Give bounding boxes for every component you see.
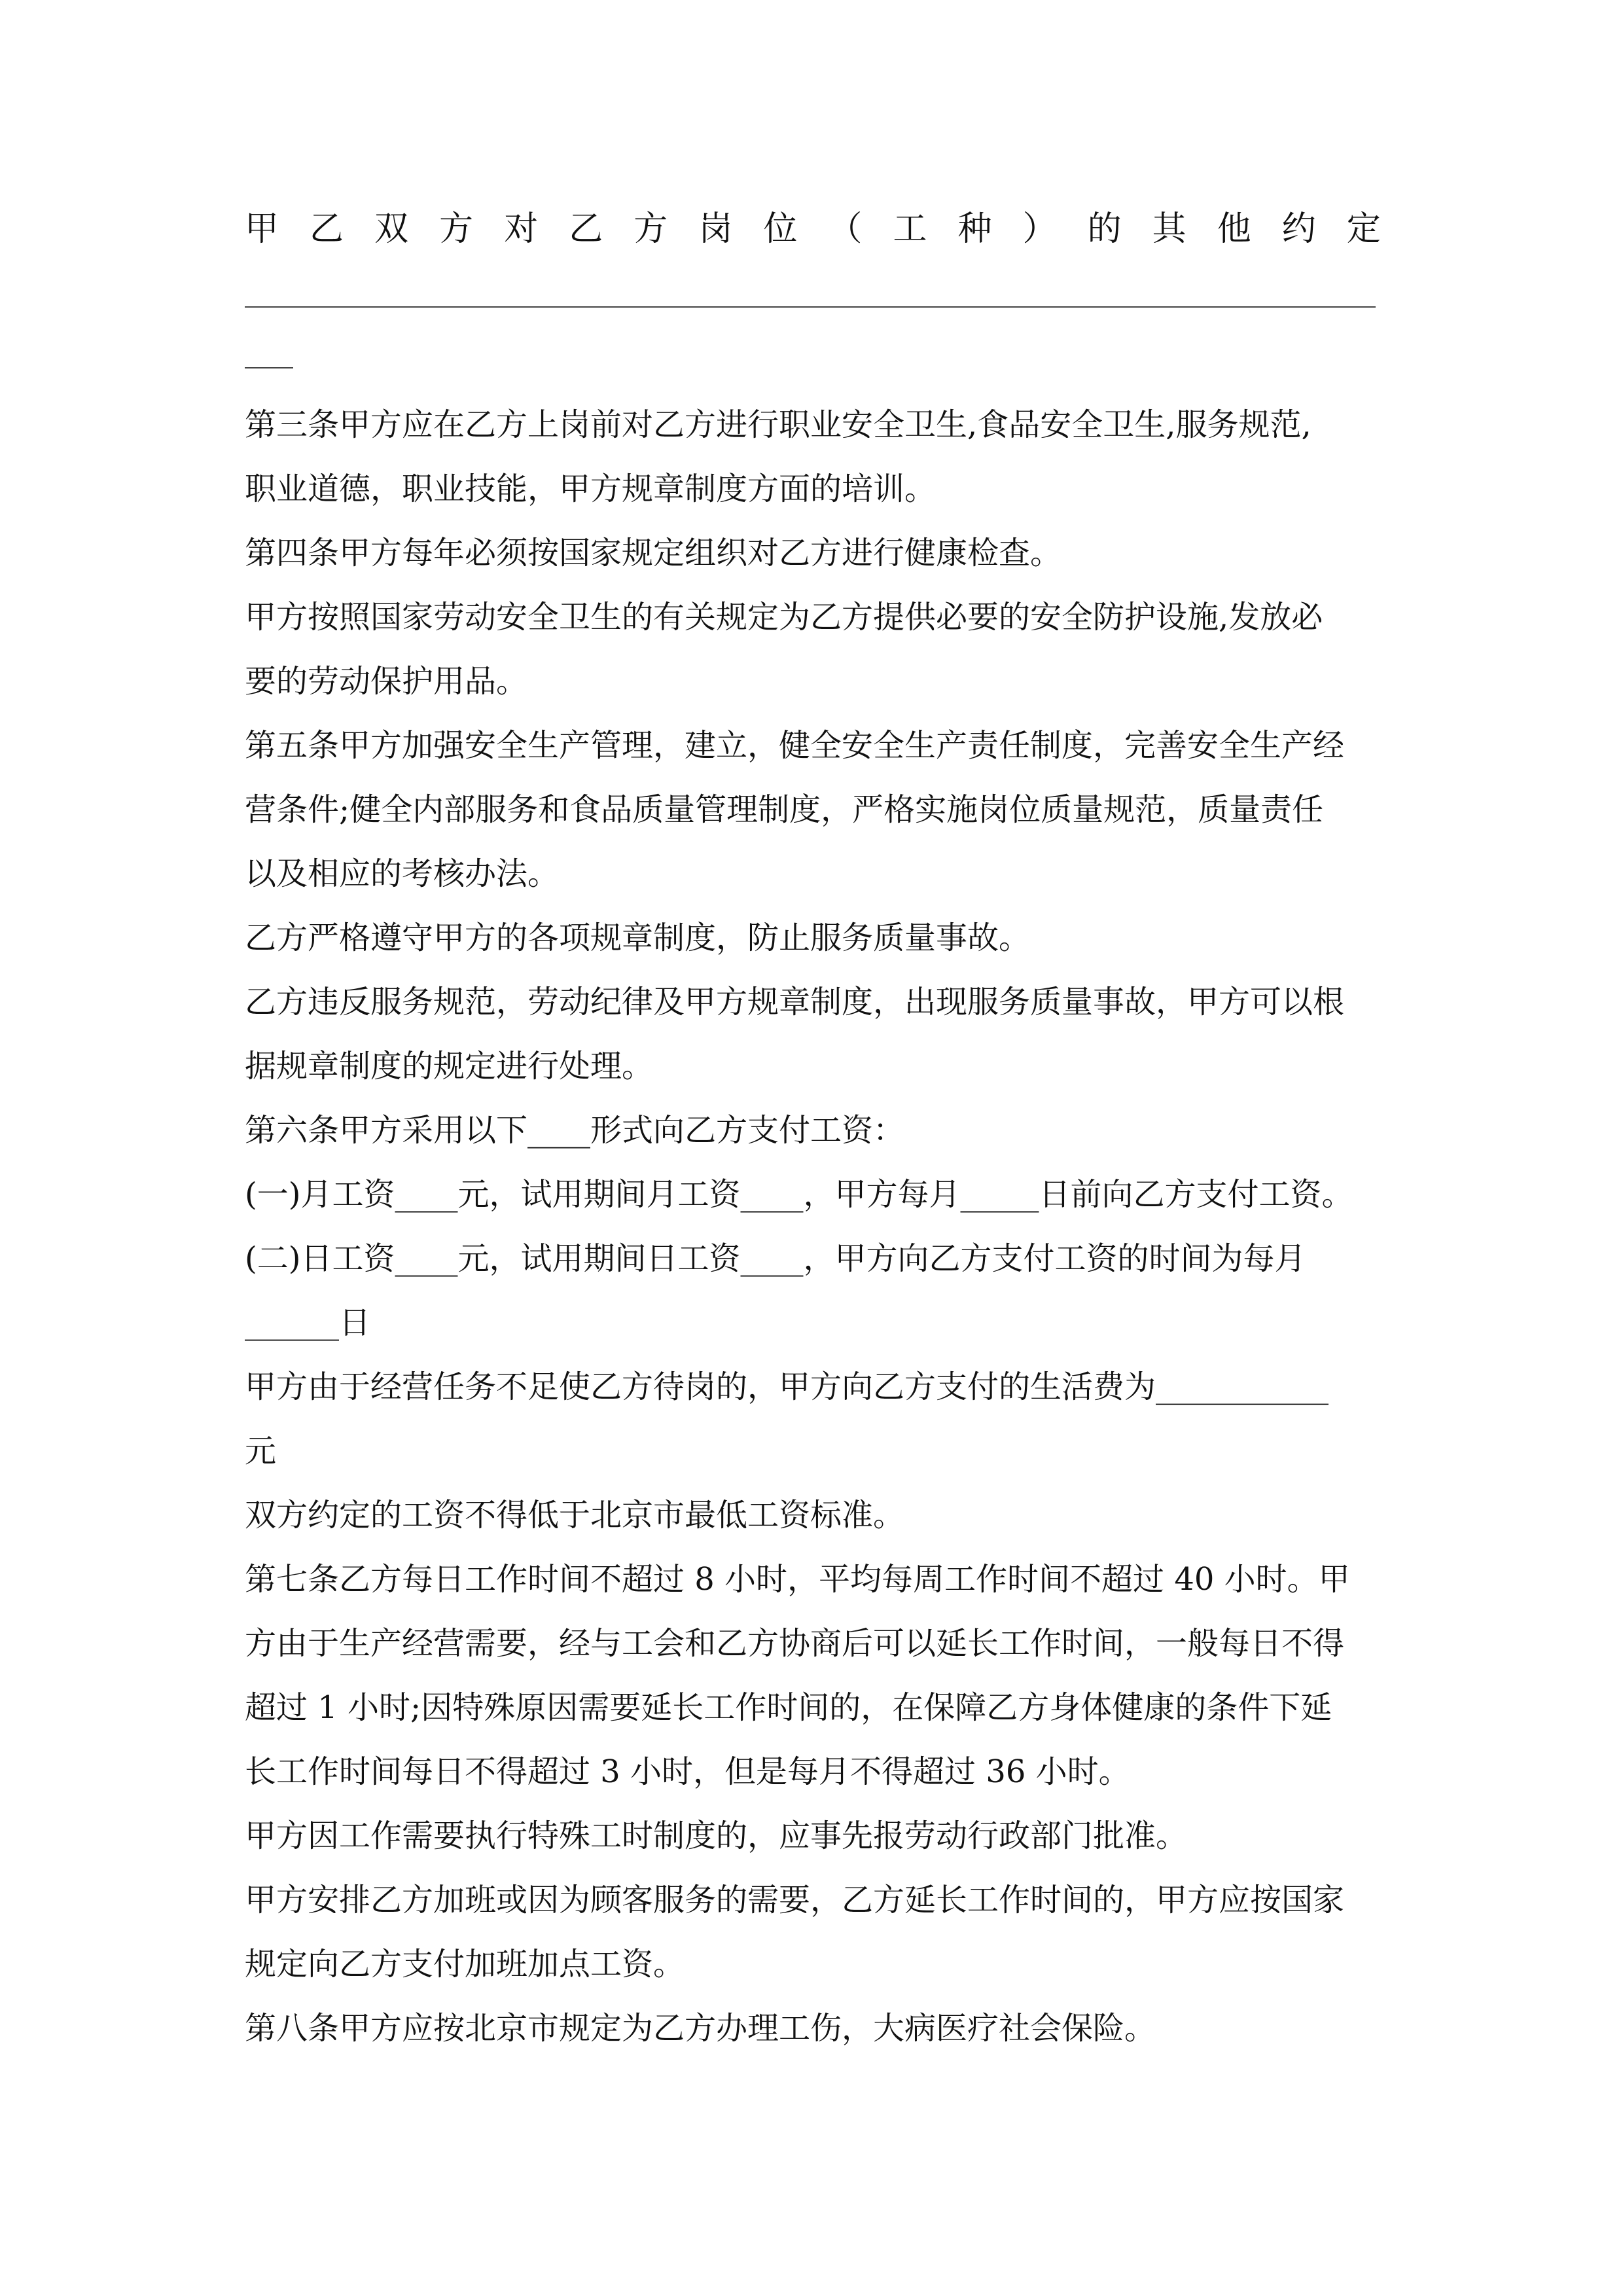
section-heading [245, 203, 1381, 255]
heading-char: 方 [439, 209, 474, 249]
heading-char: 对 [504, 209, 539, 249]
document-body [245, 393, 1410, 2060]
text-line: 职业道德，职业技能，甲方规章制度方面的培训。 [245, 471, 936, 507]
text-line: 甲方由于经营任务不足使乙方待岗的，甲方向乙方支付的生活费为___________ [245, 1369, 1329, 1405]
text-line: 方由于生产经营需要，经与工会和乙方协商后可以延长工作时间，一般每日不得 [245, 1625, 1345, 1662]
text-line: 乙方严格遵守甲方的各项规章制度，防止服务质量事故。 [245, 920, 1031, 956]
heading-char: 岗 [698, 209, 733, 249]
blank-fill-line-short [245, 367, 293, 368]
text-line: 第六条甲方采用以下____形式向乙方支付工资： [245, 1112, 905, 1149]
text-line: 第八条甲方应按北京市规定为乙方办理工伤，大病医疗社会保险。 [245, 2010, 1156, 2047]
text-line: 超过 1 小时;因特殊原因需要延长工作时间的，在保障乙方身体健康的条件下延 [245, 1689, 1332, 1726]
text-line: 第四条甲方每年必须按国家规定组织对乙方进行健康检查。 [245, 535, 1062, 571]
text-line: 乙方违反服务规范，劳动纪律及甲方规章制度，出现服务质量事故，甲方可以根 [245, 984, 1345, 1020]
heading-char: 乙 [569, 209, 603, 249]
heading-char: 定 [1346, 209, 1381, 249]
text-line: 甲方安排乙方加班或因为顾客服务的需要，乙方延长工作时间的，甲方应按国家 [245, 1882, 1345, 1918]
text-line: 元 [245, 1433, 277, 1469]
text-line: 长工作时间每日不得超过 3 小时，但是每月不得超过 36 小时。 [245, 1753, 1130, 1790]
text-line: 营条件;健全内部服务和食品质量管理制度，严格实施岗位质量规范，质量责任 [245, 791, 1324, 828]
heading-char: 位 [763, 209, 798, 249]
blank-fill-line [245, 306, 1376, 308]
heading-char: 方 [633, 209, 668, 249]
text-line: 双方约定的工资不得低于北京市最低工资标准。 [245, 1497, 905, 1534]
heading-char: 工 [893, 209, 927, 249]
text-line: (二)日工资____元，试用期间日工资____，甲方向乙方支付工资的时间为每月 [245, 1240, 1306, 1277]
text-line: 第七条乙方每日工作时间不超过 8 小时，平均每周工作时间不超过 40 小时。甲 [245, 1561, 1350, 1598]
heading-char: 甲 [245, 209, 279, 249]
text-line: (一)月工资____元，试用期间月工资____，甲方每月_____日前向乙方支付工资。 [245, 1176, 1353, 1213]
text-line: 甲方按照国家劳动安全卫生的有关规定为乙方提供必要的安全防护设施,发放必 [245, 599, 1323, 636]
heading-char: 双 [374, 209, 409, 249]
text-line: 以及相应的考核办法。 [245, 855, 560, 892]
heading-char: 的 [1087, 209, 1122, 249]
text-line: 第三条甲方应在乙方上岗前对乙方进行职业安全卫生,食品安全卫生,服务规范, [245, 406, 1311, 443]
heading-char: 约 [1281, 209, 1316, 249]
heading-char: 种 [957, 209, 992, 249]
text-line: ______日 [245, 1304, 371, 1341]
text-line: 第五条甲方加强安全生产管理，建立，健全安全生产责任制度，完善安全生产经 [245, 727, 1345, 764]
text-line: 规定向乙方支付加班加点工资。 [245, 1946, 685, 1982]
heading-char: 乙 [310, 209, 344, 249]
heading-char: 他 [1217, 209, 1251, 249]
heading-char: （ [828, 209, 863, 249]
text-line: 要的劳动保护用品。 [245, 663, 528, 700]
text-line: 据规章制度的规定进行处理。 [245, 1048, 654, 1085]
heading-char: 其 [1152, 209, 1186, 249]
text-line: 甲方因工作需要执行特殊工时制度的，应事先报劳动行政部门批准。 [245, 1818, 1188, 1854]
heading-char: ） [1022, 209, 1057, 249]
